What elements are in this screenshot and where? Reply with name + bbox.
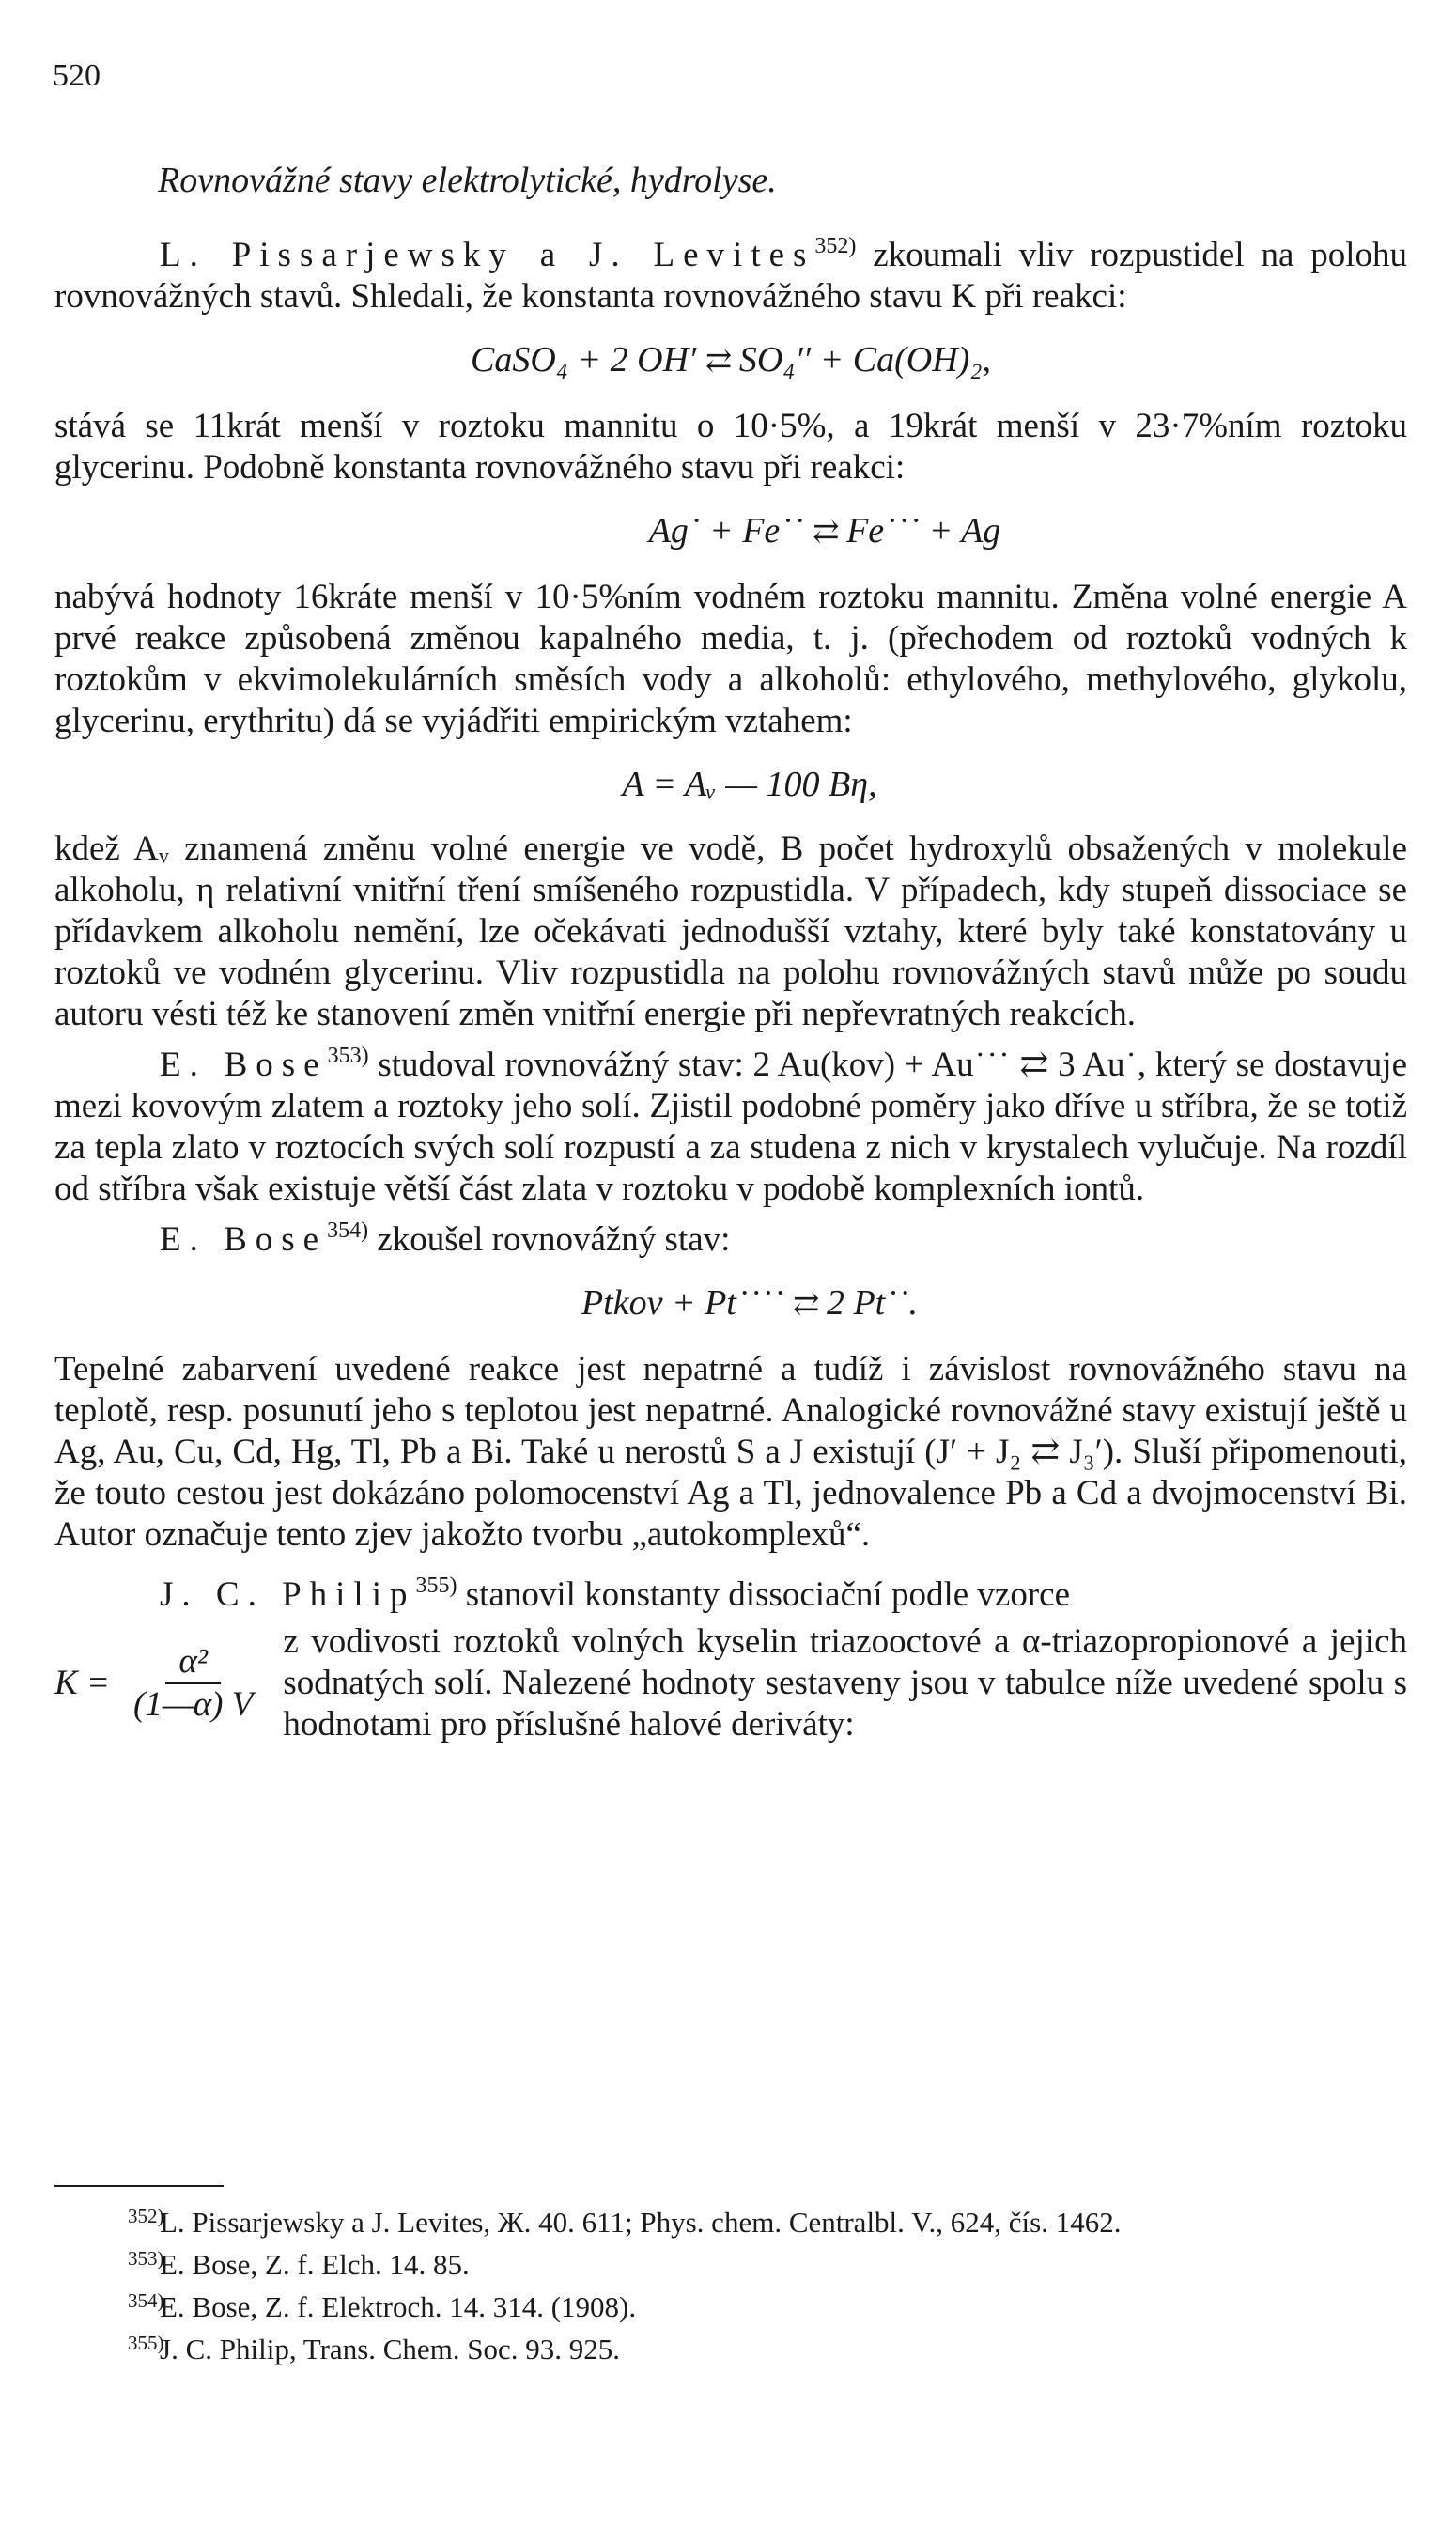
paragraph-tepelne: Tepelné zabarvení uvedené reakce jest nepatrné a tudíž i závislost rovnovážného stavu na teplotě, resp. posunutí jeho s teplotou jest nepatrné. Analogické rovnovážné stavy existují ještě u Ag, Au, Cu, Cd, Hg, Tl, Pb a Bi. Také u nerostů S a J existují (J′ + J₂ ⇄ J₃′). Sluší připomenouti, že touto cestou jest dokázáno polomocenství Ag a Tl, jednovalence Pb a Cd a dvojmocenství Bi. Autor označuje tento zjev jakožto tvorbu „autokomplexů“. [54,1350,1407,1554]
paragraph-philip [54,1565,1407,1616]
paragraph-text: studoval rovnovážný stav: 2 Au(kov) + Au˙˙˙ ⇄ 3 Au˙, [368,1046,1147,1084]
equilibrium-arrow: ⇄ [813,515,838,550]
equation-energy: A = Aᵥ — 100 Bη, [622,765,877,804]
footnote [54,2240,1407,2283]
equilibrium-arrow: ⇄ [705,344,731,379]
paragraph-text: který se dostavuje mezi kovovým zlatem a roztoky jeho solí. Zjistil podobné poměry jako dříve u stříbra, že se totiž za tepla zlato v roztocích svých solí rozpustí a za studena z nich v krystalech vylučuje. Na rozdíl od stříbra však existuje větší část zlata v roztoku v podobě komplexních iontů. [54,1046,1408,1208]
paragraph-mannitu: stává se 11krát menší v roztoku mannitu o 10·5%, a 19krát menší v 23·7%ním roztoku glycerinu. Podobně konstanta rovnovážného stavu při reakci: [54,407,1407,487]
footnote-mark: 354) [128,2289,164,2312]
footnote-mark: 352) [128,2205,164,2227]
fraction-numerator: α² [165,1641,221,1684]
footnote-divider [54,2185,224,2187]
equation-ag-fe [54,507,1407,556]
equation-right: SO₄′′ + Ca(OH)₂, [738,340,991,380]
paragraph-kdez: kdež Aᵥ znamená změnu volné energie ve vodě, B počet hydroxylů obsažených v molekule alkoholu, η relativní vnitřní tření smíšeného rozpustidla. V případech, kdy stupeň dissociace se přídavkem alkoholu nemění, lze očekávati jednodušší vztahy, které byly také konstatovány u roztoků ve vodném glycerinu. Vliv rozpustidla na polohu rovnovážných stavů může po soudu autoru vésti též ke stanovení změn vnitřní energie při nepřevratných reakcích. [54,829,1407,1033]
fraction [124,1641,262,1726]
paragraph-text: stanovil konstanty dissociační podle vzorce [457,1575,1070,1614]
author-name: E. Bose [160,1046,328,1084]
author-name: E. Bose [160,1220,328,1259]
footnote-text: E. Bose, Z. f. Elektroch. 14. 314. (1908). [160,2290,637,2323]
equation-left: Ag˙ + Fe˙˙ [648,511,804,550]
paragraph-text: z vodivosti roztoků volných kyselin triazooctové a α-triazopropionové a jejich sodnatých solí. Nalezené hodnoty sestaveny jsou v tabulce níže uvedené spolu s hodnotami pro příslušné halové deriváty: [283,1622,1407,1744]
paragraph-bose-platinum [54,1210,1407,1261]
equation-left: CaSO₄ + 2 OH′ [470,340,697,380]
footnote-ref: 353) [327,1044,369,1068]
paragraph-volna-energie: nabývá hodnoty 16kráte menší v 10·5%ním vodném roztoku mannitu. Změna volné energie A prvé reakce způsobená změnou kapalného media, t. j. (přechodem od roztoků vodných k roztokům v ekvimolekulárních směsích vody a alkoholů: ethylového, methylového, glykolu, glycerinu, erythritu) dá se vyjádřiti empirickým vztahem: [54,578,1407,740]
footnote [54,2325,1407,2367]
footnote [54,2283,1407,2325]
equation-right: 2 Pt˙˙. [826,1283,919,1323]
equation-left: Ptkov + Pt˙˙˙˙ [581,1283,784,1323]
footnote-text: J. C. Philip, Trans. Chem. Soc. 93. 925. [160,2333,621,2365]
dissociation-formula-line [54,1621,1407,1745]
author-name: L. Pissarjewsky a J. Levites [160,236,815,274]
footnote [54,2198,1407,2240]
equation-caso4 [54,336,1407,385]
equilibrium-arrow: ⇄ [792,1287,818,1322]
footnote-mark: 355) [128,2332,164,2354]
formula-lhs: K = [54,1664,110,1702]
footnote-text: E. Bose, Z. f. Elch. 14. 85. [160,2248,470,2281]
footnote-ref: 355) [415,1574,457,1598]
main-text [54,225,1407,1749]
fraction-denominator: (1—α) V [133,1685,254,1724]
equation-platinum [54,1279,1407,1328]
paragraph-text: zkoušel rovnovážný stav: [368,1220,731,1259]
page-number: 520 [53,58,101,93]
footnote-mark: 353) [128,2247,164,2270]
paragraph-text: zkoumali vliv rozpustidel na polohu rovnovážných stavů. Shledali, že konstanta rovnovážného stavu K při reakci: [54,236,1407,316]
paragraph-pissarjewsky [54,225,1407,318]
footnote-text: L. Pissarjewsky a J. Levites, Ж. 40. 611; Phys. chem. Centralbl. V., 624, čís. 1462. [160,2206,1122,2239]
paragraph-bose-gold [54,1035,1407,1210]
footnotes [54,2198,1407,2367]
footnote-ref: 354) [327,1218,369,1243]
equation-right: Fe˙˙˙ + Ag [846,511,1001,550]
running-head: Rovnovážné stavy elektrolytické, hydrolyse. [158,161,777,200]
footnote-ref: 352) [814,234,857,258]
author-name: J. C. Philip [160,1575,416,1614]
